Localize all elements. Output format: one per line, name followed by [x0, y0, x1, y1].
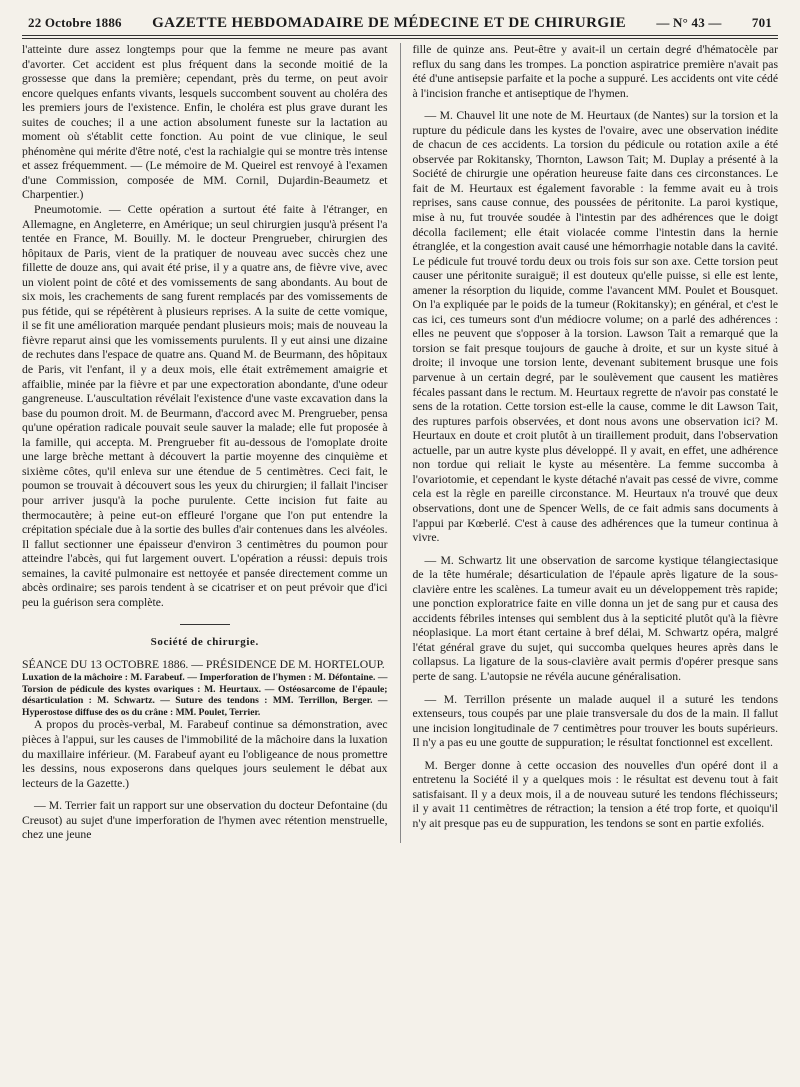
page-number: 701	[751, 15, 772, 30]
columns	[22, 43, 778, 843]
paragraph: fille de quinze ans. Peut-être y avait-il un certain degré d'hématocèle par reflux du sang dans les trompes. La ponction aspiratrice première n'avait pas été d'une antisepsie parfaite et la poche a suppuré. Les accidents ont vite cédé à l'incision franche et antiseptique de l'hymen.	[412, 43, 779, 100]
paragraph-terrillon: — M. Terrillon présente un malade auquel il a suturé les tendons extenseurs, tous coupés par une plaie transversale du dos de la main. Il fallut une incision longitudinale de 7 centimètres pour trouver les bouts supérieurs. Il n'y a pas eu une goutte de suppuration; le résultat fonctionnel est excellent.	[412, 692, 779, 750]
right-column	[413, 43, 779, 843]
paragraph-berger: M. Berger donne à cette occasion des nouvelles d'un opéré dont il a entretenu la Société il y a quelques mois : le résultat est devenu tout à fait satisfaisant. Il y a deux mois, il a de nouveau suturé les tendons fléchisseurs; il y avait 11 centimètres de rétraction; la tension a été trop forte, et quoiqu'il n'y ait presque pas eu de suppuration, les tendons se sont en partie exfoliés.	[412, 758, 779, 830]
paragraph-schwartz: — M. Schwartz lit une observation de sarcome kystique télangiectasique de la tête humérale; désarticulation de l'épaule après ligature de la sous-clavière entre les scalènes. La tumeur avait eu un développement très rapide; une ponction exploratrice faite en ville donna un jet de sang pur et causa des accidents fébriles intenses qui semblent dus à la septicité plutôt qu'à la fièvre néoplasique. La mort étant certaine à bref délai, M. Schwartz opéra, malgré l'état général grave du sujet, qui succomba quelques heures après dans le collapsus. La ligature de la sous-clavière avait permis d'opérer presque sans perte de sang. L'autopsie ne révéla aucune généralisation.	[412, 553, 779, 683]
section-divider	[180, 624, 230, 625]
paragraph-pneumotomie: Pneumotomie. — Cette opération a surtout été faite à l'étranger, en Allemagne, en Angleterre, en Amérique; un seul chirurgien jusqu'à présent l'a tentée en France, M. Bouilly. M. le docteur Prengrueber, chirurgien des hôpitaux de Paris, vient de la pratiquer de nouveau avec succès chez une fillette de douze ans, qui avait été prise, il y a quatre ans, de fièvre vive, avec un violent point de côté et des vomissements de sang abondants. Au bout de six mois, les crachements de sang furent remplacés par des vomissements de pus fétide, qui se répétèrent à plusieurs reprises. A la suite de cette vomique, il se fit une amélioration marquée pendant plusieurs mois; mais de nouveau la fièvre reparut ainsi que les vomissements purulents. Il y eut ainsi une dizaine de rechutes dans l'espace de quatre ans. Quand M. de Beurmann, des hôpitaux de Paris, vit l'enfant, il y a deux mois, elle était extrêmement amaigrie et affaiblie, minée par la fièvre et par une expectoration abondante, d'une odeur gangreneuse. L'auscultation révélait l'existence d'une vaste excavation dans la base du poumon droit. M. de Beurmann, d'accord avec M. Prengrueber, pensa qu'une opération radicale pouvait seule sauver la malade; elle fut proposée à la famille, qui accepta. M. Prengrueber fit au-dessous de l'omoplate droite une large brèche mettant à découvert la partie moyenne des cinquième et sixième côtes, qu'il enleva sur une étendue de 5 centimètres. Ceci fait, le poumon se trouvait à découvert sous les yeux du chirurgien; il fallait l'inciser pour arriver jusqu'à la poche purulente. Cette incision fut faite au thermocautère; à peine eut-on effleuré l'organe que l'on put entendre la crépitation spéciale due à la sortie des bulles d'air contenues dans les alvéoles. Il fallut sectionner une épaisseur d'environ 3 centimètres du poumon pour atteindre l'abcès, qui fut largement ouvert. L'opération a réussi: depuis trois semaines, la cavité pulmonaire est nettoyée et pansée directement comme un abcès ordinaire; ses parois tendent à se cicatriser et on peut prévoir que d'ici peu la guérison sera complète.	[22, 203, 388, 609]
issue-number: — N° 43 —	[656, 15, 722, 30]
paragraph-chauvel: — M. Chauvel lit une note de M. Heurtaux (de Nantes) sur la torsion et la rupture du pédicule dans les kystes de l'ovaire, avec une observation inédite de chacun de ces accidents. La torsion du pédicule ou rotation axile a été observée par Rokitansky, Thornton, Lawson Tait; M. Duplay a présenté à la Société de chirurgie une opération heureuse faite dans ces circonstances. Le fait de M. Heurtaux est également favorable : la femme avait eu à trois reprises, sans cause connue, des poussées de péritonite. La paroi kystique, mise à nu, fut trouvée soudée à l'intestin par des adhérences que le doigt décolla facilement; elle était violacée comme l'intestin dans la hernie étranglée, et la congestion avait causé une hémorrhagie notable dans la cavité. Le pédicule fut trouvé tordu deux ou trois fois sur son axe. Cette torsion peut causer une péritonite suraiguë; il est douteux qu'elle puisse, si elle est lente, amener la résorption du liquide, comme l'avancent MM. Poulet et Bousquet. On l'a expliquée par le poids de la tumeur (Rokitansky); en général, et c'est le cas ici, ces tumeurs sont d'un médiocre volume; on a parlé des adhérences : elles ne peuvent que s'opposer à la torsion. Lawson Tait a remarqué que la torsion se fait presque toujours de gauche à droite, et sur un kyste situé à droite; il invoque une torsion lente, devenant subitement brusque une fois parvenue à un certain degré, par le soulèvement que causent les matières fécales passant dans le rectum. M. Heurtaux regrette de n'avoir pas constaté le sens de la rotation. Cette torsion est-elle la cause, comme le dit Lawson Tait, des ruptures parfois observées, et dont nous avons une observation ici? M. Heurtaux en doute et croit plutôt à un tiraillement produit, dans l'observation actuelle, par un autre kyste plus développé. Il y avait, en effet, une adhérence non tordue qui reliait le kyste au mésentère. La femme succomba à l'ovariotomie, et cependant le kyste détaché n'avait pas cessé de vivre, comme cela est la règle en pareille circonstance. M. Heurtaux n'a trouvé que deux observations, dont une de Spencer Wells, de ce fait admis sans documents à l'appui par Kœberlé. C'est à cause des adhérences que la tumeur continua à vivre.	[412, 109, 779, 545]
paragraph: — M. Terrier fait un rapport sur une observation du docteur Defontaine (du Creusot) au sujet d'une imperforation de l'hymen avec rétention menstruelle, chez une jeune	[22, 799, 388, 842]
session-summary: Luxation de la mâchoire : M. Farabeuf. — Imperforation de l'hymen : M. Défontaine. — Torsion de pédicule des kystes ovariques : M. Heurtaux. — Ostéosarcome de l'épaule; désarticulation : M. Schwartz. — Suture des tendons : MM. Terrillon, Berger. — Hyperostose diffuse des os du crâne : MM. Poulet, Terrier.	[22, 672, 388, 718]
paragraph: l'atteinte dure assez longtemps pour que la femme ne meure pas avant d'avorter. Cet accident est plus fréquent dans la seconde moitié de la grossesse que dans la première; cependant, près du terme, on peut avoir encore quelques enfants vivants, lesquels succombent souvent au choléra des les premiers jours de l'existence. Enfin, le choléra est plus grave durant les suites de couches; il a une action absolument funeste sur la lactation au moment où s'établit cette fonction. Au point de vue clinique, le seul phénomène qui mérite d'être noté, c'est la rachialgie qui se montre très intense et assez fréquemment. — (Le mémoire de M. Queirel est renvoyé à l'examen d'une Commission, composée de MM. Cornil, Dujardin-Beaumetz et Charpentier.)	[22, 43, 388, 202]
journal-title: GAZETTE HEBDOMADAIRE DE MÉDECINE ET DE CHIRURGIE	[152, 15, 627, 31]
header-rule	[22, 35, 778, 39]
section-heading: Société de chirurgie.	[150, 636, 259, 649]
column-separator	[400, 43, 401, 843]
session-line: SÉANCE DU 13 OCTOBRE 1886. — PRÉSIDENCE DE M. HORTELOUP.	[22, 657, 385, 671]
left-column	[22, 43, 388, 843]
header-date: 22 Octobre 1886	[28, 15, 122, 30]
running-header	[22, 10, 778, 32]
paragraph: A propos du procès-verbal, M. Farabeuf continue sa démonstration, avec pièces à l'appui, sur les causes de l'immobilité de la mâchoire dans la luxation du maxillaire inférieur. (M. Farabeuf ayant eu l'obligeance de nous promettre les dessins, nous exposerons dans quelques jours seulement le débat aux lecteurs de la Gazette.)	[22, 718, 388, 790]
